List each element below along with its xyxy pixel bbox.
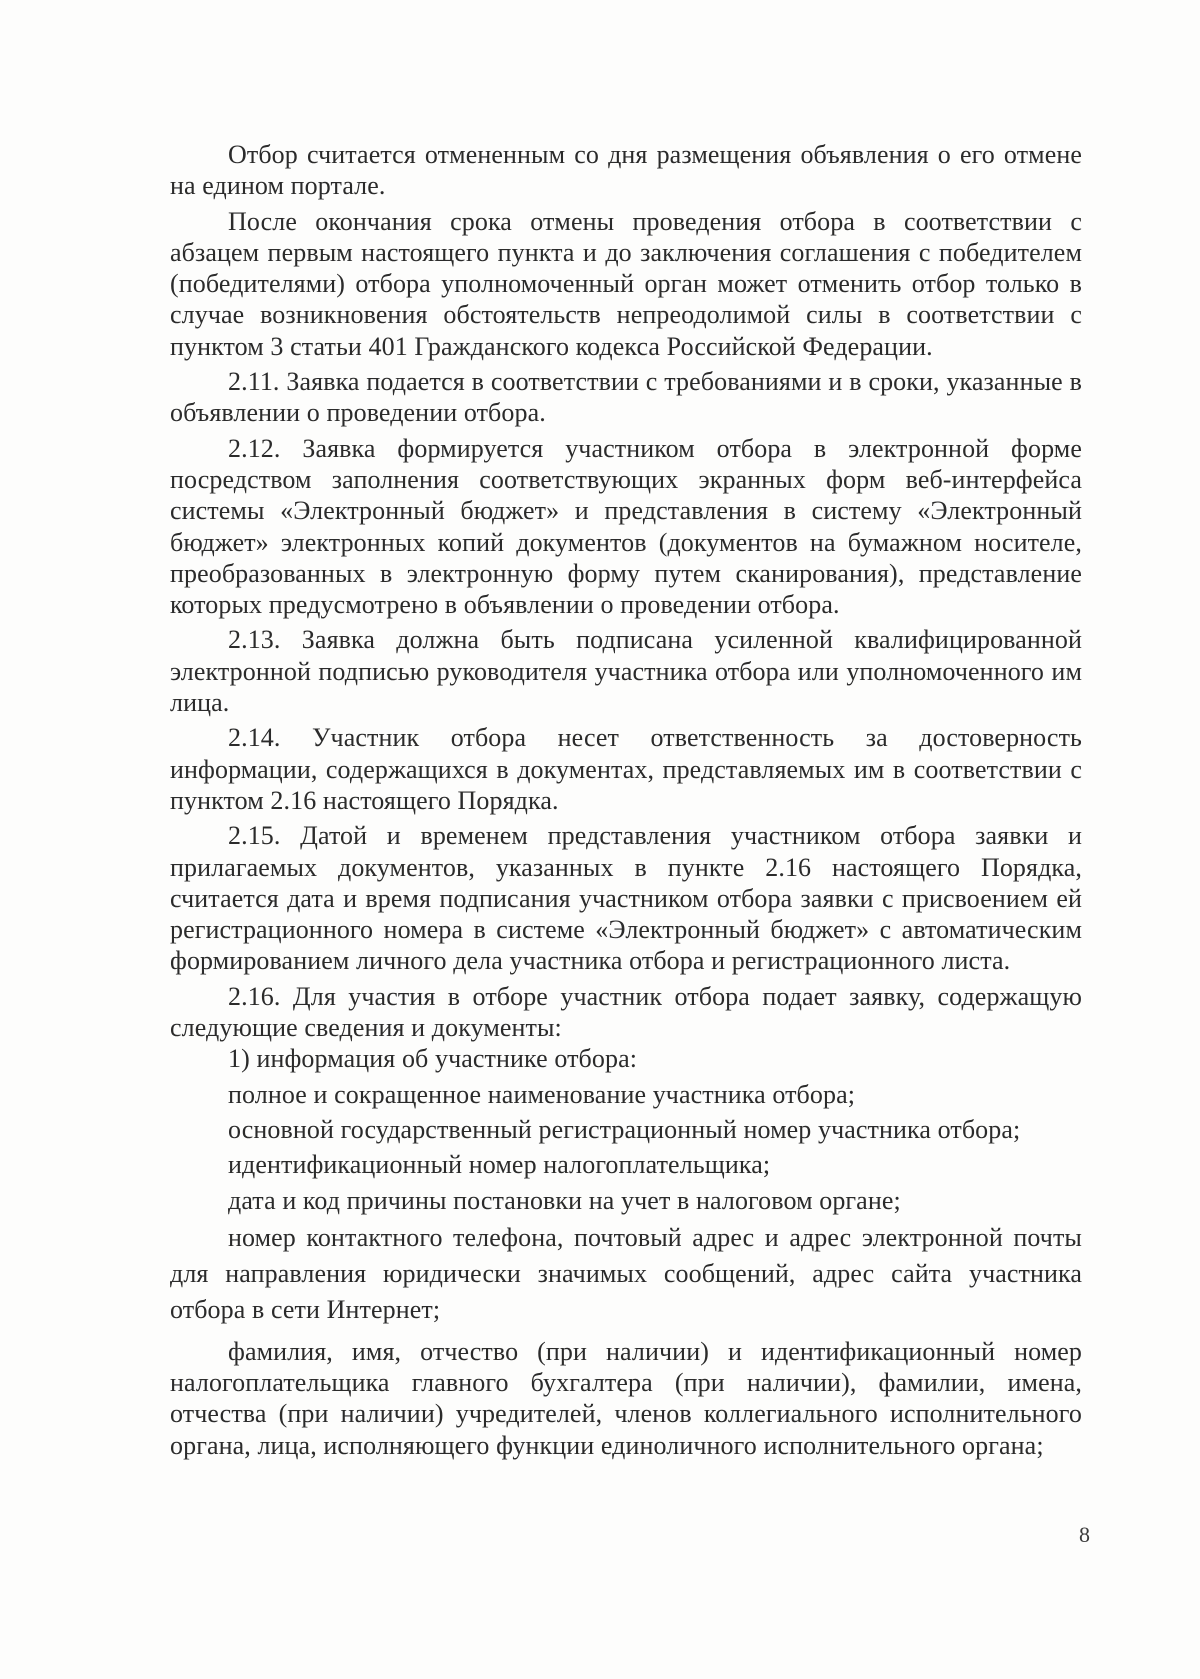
page-number: 8	[1079, 1522, 1090, 1547]
list-item-contacts: номер контактного телефона, почтовый адрес и адрес электронной почты для направления юридически значимых сообщений, адрес сайта участника отбора в сети Интернет;	[170, 1222, 1082, 1324]
paragraph-cancellation-notice: Отбор считается отмененным со дня размещения объявления о его отмене на едином портале.	[170, 140, 1082, 201]
list-item-officials: фамилия, имя, отчество (при наличии) и идентификационный номер налогоплательщика главного бухгалтера (при наличии), фамилии, имена, отчества (при наличии) учредителей, членов коллегиального исполнительного органа, лица, исполняющего функции единоличного исполнительного органа;	[170, 1336, 1082, 1460]
list-item-participant-info: 1) информация об участнике отбора:	[228, 1044, 638, 1074]
paragraph-cancellation-force-majeure: После окончания срока отмены проведения отбора в соответствии с абзацем первым настоящего пункта и до заключения соглашения с победителем (победителями) отбора уполномоченный орган может отменить отбор только в случае возникновения обстоятельств непреодолимой силы в соответствии с пунктом 3 статьи 401 Гражданского кодекса Российской Федерации.	[170, 206, 1082, 361]
list-item-full-name: полное и сокращенное наименование участника отбора;	[228, 1079, 856, 1109]
paragraph-2-11: 2.11. Заявка подается в соответствии с требованиями и в сроки, указанные в объявлении о проведении отбора.	[170, 367, 1082, 428]
list-item-tax-registration: дата и код причины постановки на учет в налоговом органе;	[228, 1185, 901, 1215]
paragraph-2-16: 2.16. Для участия в отборе участник отбора подает заявку, содержащую следующие сведения и документы:	[170, 981, 1082, 1043]
paragraph-2-13: 2.13. Заявка должна быть подписана усиленной квалифицированной электронной подписью руководителя участника отбора или уполномоченного им лица.	[170, 625, 1082, 718]
list-item-ogrn: основной государственный регистрационный номер участника отбора;	[228, 1114, 1021, 1144]
document-body	[170, 139, 1082, 1461]
paragraph-2-12: 2.12. Заявка формируется участником отбора в электронной форме посредством заполнения соответствующих экранных форм веб-интерфейса системы «Электронный бюджет» и представления в систему «Электронный бюджет» электронных копий документов (документов на бумажном носителе, преобразованных в электронную форму путем сканирования), представление которых предусмотрено в объявлении о проведении отбора.	[170, 433, 1082, 620]
paragraph-2-14: 2.14. Участник отбора несет ответственность за достоверность информации, содержащихся в документах, представляемых им в соответствии с пунктом 2.16 настоящего Порядка.	[170, 723, 1082, 815]
paragraph-2-15: 2.15. Датой и временем представления участником отбора заявки и прилагаемых документов, указанных в пункте 2.16 настоящего Порядка, считается дата и время подписания участником отбора заявки с присвоением ей регистрационного номера в системе «Электронный бюджет» с автоматическим формированием личного дела участника отбора и регистрационного листа.	[170, 821, 1082, 976]
list-item-inn: идентификационный номер налогоплательщика;	[228, 1150, 771, 1180]
